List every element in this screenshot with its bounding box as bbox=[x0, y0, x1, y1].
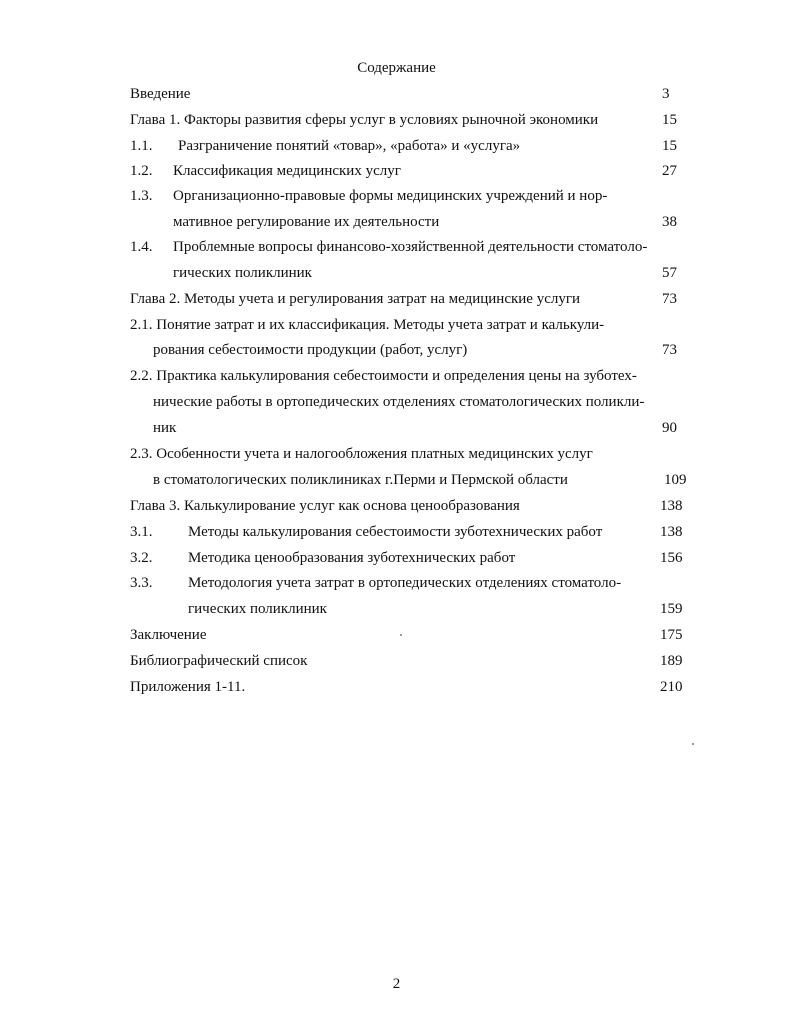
toc-entry-2-2-cont bbox=[0, 394, 793, 414]
toc-entry-label-cont: гических поликлиник bbox=[173, 265, 312, 281]
toc-entry-1-3 bbox=[0, 188, 793, 208]
toc-entry-1-4 bbox=[0, 239, 793, 259]
toc-entry-label: Приложения 1-11. bbox=[130, 679, 246, 695]
toc-entry-label: 2.2. Практика калькулирования себестоимости и определения цены на зуботех- bbox=[130, 368, 637, 384]
toc-entry-label: Классификация медицинских услуг bbox=[173, 163, 401, 179]
toc-entry-3-1 bbox=[0, 524, 793, 544]
toc-entry-label: Организационно-правовые формы медицинских учреждений и нор- bbox=[173, 188, 608, 204]
page-number: 2 bbox=[392, 976, 401, 992]
toc-entry-label-cont: нические работы в ортопедических отделениях стоматологических поликли- bbox=[153, 394, 645, 410]
toc-entry-1-1 bbox=[0, 138, 793, 158]
toc-entry-label: Проблемные вопросы финансово-хозяйственной деятельности стоматоло- bbox=[173, 239, 648, 255]
toc-entry-number: 3.3. bbox=[130, 575, 153, 591]
toc-entry-label: 2.1. Понятие затрат и их классификация. Методы учета затрат и калькули- bbox=[130, 317, 605, 333]
toc-entry-bibliography bbox=[0, 653, 793, 673]
toc-entry-page: 38 bbox=[662, 214, 677, 230]
toc-entry-label-cont: в стоматологических поликлиниках г.Перми и Пермской области bbox=[153, 472, 568, 488]
toc-entry-label: 2.3. Особенности учета и налогообложения платных медицинских услуг bbox=[130, 446, 593, 462]
toc-entry-page: 3 bbox=[662, 86, 670, 102]
toc-entry-chapter-1 bbox=[0, 112, 793, 132]
toc-entry-label: Методика ценообразования зуботехнических работ bbox=[188, 550, 516, 566]
toc-entry-label: Глава 2. Методы учета и регулирования затрат на медицинские услуги bbox=[130, 291, 581, 307]
scan-speck bbox=[400, 634, 402, 636]
toc-entry-page: 73 bbox=[662, 291, 677, 307]
toc-entry-number: 1.1. bbox=[130, 138, 153, 154]
toc-entry-label-cont: рования себестоимости продукции (работ, услуг) bbox=[153, 342, 468, 358]
toc-entry-3-2 bbox=[0, 550, 793, 570]
toc-entry-1-3-cont bbox=[0, 214, 793, 234]
toc-entry-chapter-3 bbox=[0, 498, 793, 518]
toc-entry-1-2 bbox=[0, 163, 793, 183]
toc-entry-3-3-cont bbox=[0, 601, 793, 621]
toc-entry-page: 189 bbox=[660, 653, 683, 669]
toc-entry-label: Методы калькулирования себестоимости зуботехнических работ bbox=[188, 524, 603, 540]
toc-entry-label: Заключение bbox=[130, 627, 207, 643]
toc-entry-number: 1.2. bbox=[130, 163, 153, 179]
toc-entry-number: 3.1. bbox=[130, 524, 153, 540]
toc-entry-label-cont: мативное регулирование их деятельности bbox=[173, 214, 440, 230]
toc-entry-number: 1.3. bbox=[130, 188, 153, 204]
toc-entry-label: Методология учета затрат в ортопедических отделениях стоматоло- bbox=[188, 575, 622, 591]
toc-entry-label: Глава 3. Калькулирование услуг как основа ценообразования bbox=[130, 498, 520, 514]
toc-entry-3-3 bbox=[0, 575, 793, 595]
toc-entry-page: 156 bbox=[660, 550, 683, 566]
toc-entry-page: 138 bbox=[660, 524, 683, 540]
toc-entry-label-cont: гических поликлиник bbox=[188, 601, 327, 617]
toc-entry-page: 90 bbox=[662, 420, 677, 436]
toc-entry-2-2 bbox=[0, 368, 793, 388]
toc-entry-label-cont: ник bbox=[153, 420, 177, 436]
toc-entry-label: Глава 1. Факторы развития сферы услуг в условиях рыночной экономики bbox=[130, 112, 599, 128]
toc-entry-2-1-cont bbox=[0, 342, 793, 362]
toc-entry-page: 138 bbox=[660, 498, 683, 514]
toc-entry-2-1 bbox=[0, 317, 793, 337]
toc-entry-label: Введение bbox=[130, 86, 191, 102]
toc-entry-chapter-2 bbox=[0, 291, 793, 311]
toc-entry-2-3-cont bbox=[0, 472, 793, 492]
toc-entry-appendices bbox=[0, 679, 793, 699]
toc-entry-label: Библиографический список bbox=[130, 653, 308, 669]
toc-entry-1-4-cont bbox=[0, 265, 793, 285]
toc-entry-intro bbox=[0, 86, 793, 106]
toc-entry-page: 159 bbox=[660, 601, 683, 617]
toc-entry-page: 73 bbox=[662, 342, 677, 358]
toc-entry-number: 3.2. bbox=[130, 550, 153, 566]
toc-entry-page: 15 bbox=[662, 138, 677, 154]
page-title: Содержание bbox=[357, 60, 436, 76]
toc-entry-conclusion bbox=[0, 627, 793, 647]
scan-speck bbox=[692, 743, 694, 745]
toc-entry-page: 210 bbox=[660, 679, 683, 695]
toc-entry-page: 27 bbox=[662, 163, 677, 179]
toc-entry-page: 15 bbox=[662, 112, 677, 128]
toc-entry-label: Разграничение понятий «товар», «работа» и «услуга» bbox=[178, 138, 521, 154]
toc-entry-page: 175 bbox=[660, 627, 683, 643]
toc-entry-number: 1.4. bbox=[130, 239, 153, 255]
toc-entry-2-3 bbox=[0, 446, 793, 466]
toc-entry-2-2-cont2 bbox=[0, 420, 793, 440]
toc-entry-page: 57 bbox=[662, 265, 677, 281]
toc-entry-page: 109 bbox=[664, 472, 687, 488]
